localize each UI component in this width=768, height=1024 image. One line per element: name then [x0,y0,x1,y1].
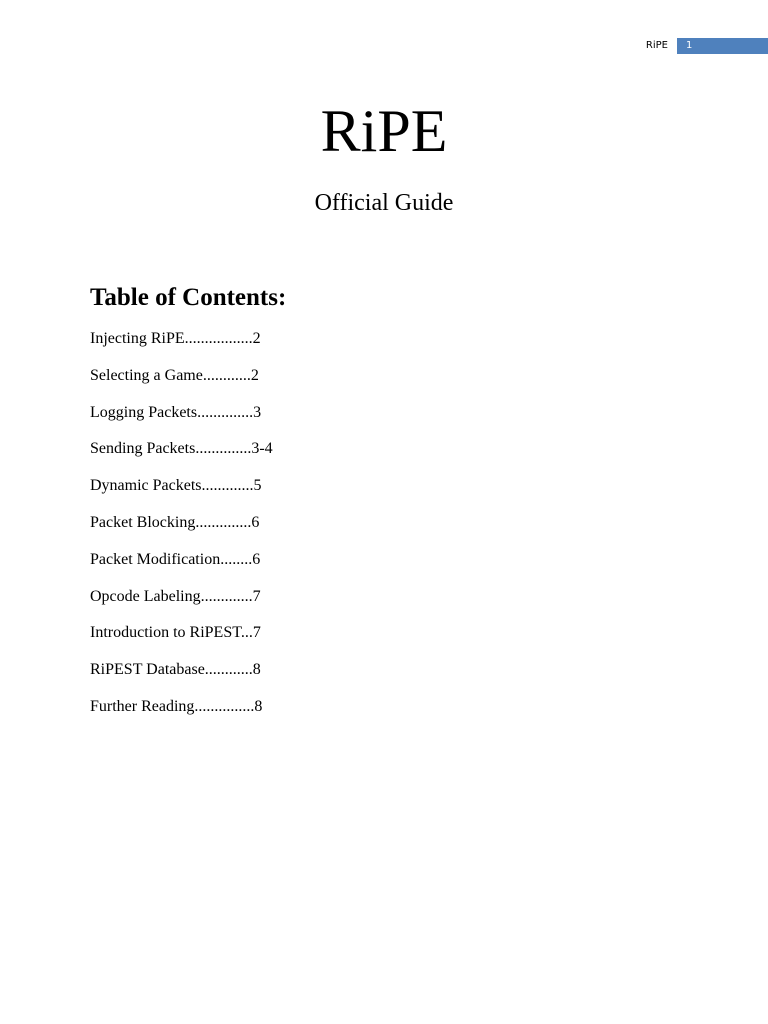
document-subtitle: Official Guide [314,190,454,216]
document-title: RiPE [320,98,448,164]
page-number: 1 [686,40,693,51]
running-header-title: RiPE [645,40,668,51]
toc-entry-ripest-database: RiPEST Database............8 [90,661,261,679]
toc-entry-packet-blocking: Packet Blocking..............6 [90,513,260,531]
toc-entry-opcode-labeling: Opcode Labeling.............7 [90,587,261,605]
toc-entry-sending-packets: Sending Packets..............3-4 [90,440,273,458]
toc-entry-packet-modification: Packet Modification........6 [90,550,261,568]
toc-heading: Table of Contents: [90,284,287,311]
toc-entry-selecting-a-game: Selecting a Game............2 [90,366,259,384]
toc-list [90,328,273,733]
toc-entry-injecting-ripe: Injecting RiPE.................2 [90,330,261,347]
toc-entry-dynamic-packets: Dynamic Packets.............5 [90,477,262,495]
toc-entry-logging-packets: Logging Packets..............3 [90,403,262,421]
toc-entry-further-reading: Further Reading...............8 [90,697,263,715]
page-number-bar [677,38,768,54]
toc-entry-introduction-to-ripest: Introduction to RiPEST...7 [90,624,261,642]
